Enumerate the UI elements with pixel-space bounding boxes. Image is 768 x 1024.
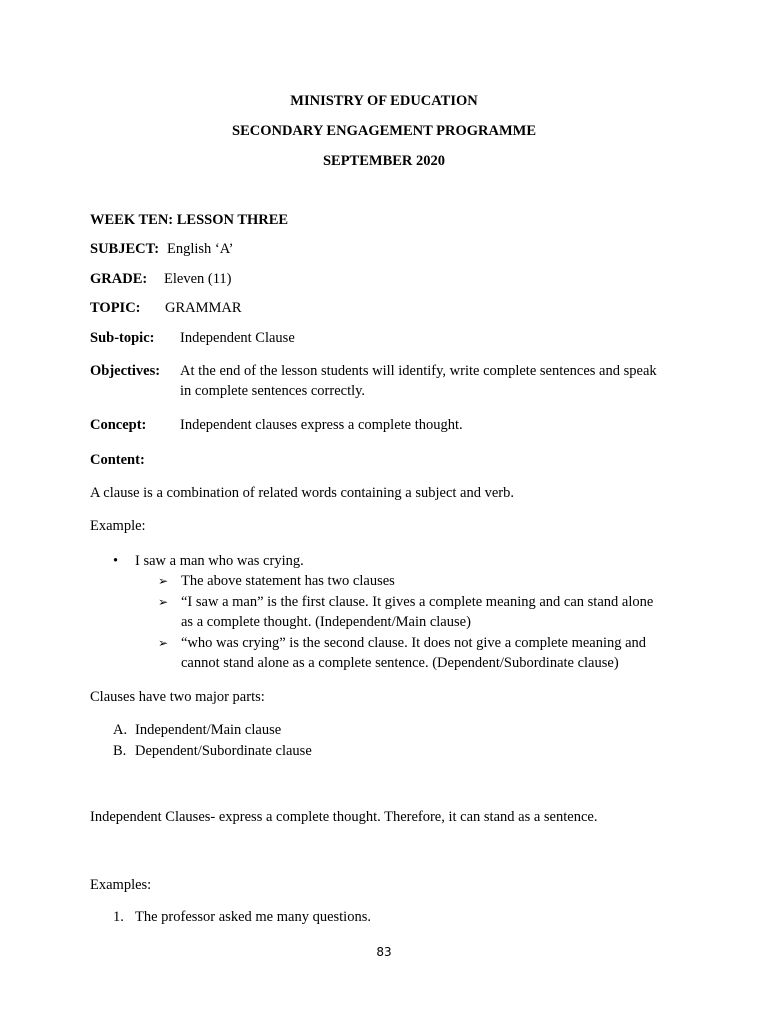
part-marker: B. — [113, 743, 127, 759]
header-date: SEPTEMBER 2020 — [322, 153, 446, 169]
content-label: Content: — [90, 452, 145, 468]
subtopic-label: Sub-topic: — [90, 330, 155, 346]
sub-point-line: “who was crying” is the second clause. It does not give a complete meaning and — [181, 635, 647, 651]
lesson-week: WEEK TEN: LESSON THREE — [90, 212, 289, 228]
sub-point-line: as a complete thought. (Independent/Main clause) — [181, 614, 471, 630]
example-text: The professor asked me many questions. — [135, 909, 371, 925]
example-marker: 1. — [113, 909, 124, 925]
header-programme: SECONDARY ENGAGEMENT PROGRAMME — [232, 123, 536, 139]
subject-value: English ‘A’ — [167, 241, 234, 257]
objectives-label: Objectives: — [90, 363, 161, 379]
header-ministry: MINISTRY OF EDUCATION — [290, 93, 478, 109]
part-marker: A. — [113, 722, 128, 738]
grade-label: GRADE: — [90, 271, 148, 287]
part-text: Independent/Main clause — [135, 722, 282, 738]
parts-intro: Clauses have two major parts: — [90, 689, 265, 705]
grade-value: Eleven (11) — [164, 271, 232, 287]
bullet-text: I saw a man who was crying. — [135, 553, 304, 569]
part-text: Dependent/Subordinate clause — [135, 743, 312, 759]
concept-value: Independent clauses express a complete thought. — [180, 417, 463, 433]
example-label: Example: — [90, 518, 146, 534]
concept-label: Concept: — [90, 417, 147, 433]
subtopic-value: Independent Clause — [180, 330, 295, 346]
independent-clause-definition: Independent Clauses- express a complete thought. Therefore, it can stand as a sentence. — [90, 809, 598, 825]
objectives-line-1: At the end of the lesson students will identify, write complete sentences and speak — [180, 363, 657, 379]
bullet-icon: • — [113, 553, 119, 569]
sub-point-line: cannot stand alone as a complete sentence. (Dependent/Subordinate clause) — [181, 655, 619, 671]
topic-label: TOPIC: — [90, 300, 141, 316]
page-number: 83 — [376, 945, 392, 959]
topic-value: GRAMMAR — [165, 300, 242, 316]
examples-label: Examples: — [90, 877, 152, 893]
arrow-bullet-icon: ➢ — [158, 574, 169, 588]
arrow-bullet-icon: ➢ — [158, 595, 169, 609]
subject-label: SUBJECT: — [90, 241, 160, 257]
clause-definition: A clause is a combination of related words containing a subject and verb. — [90, 485, 514, 501]
arrow-bullet-icon: ➢ — [158, 636, 169, 650]
objectives-line-2: in complete sentences correctly. — [180, 383, 366, 399]
sub-point-line: The above statement has two clauses — [181, 573, 395, 589]
sub-point-line: “I saw a man” is the first clause. It gives a complete meaning and can stand alone — [181, 594, 654, 610]
